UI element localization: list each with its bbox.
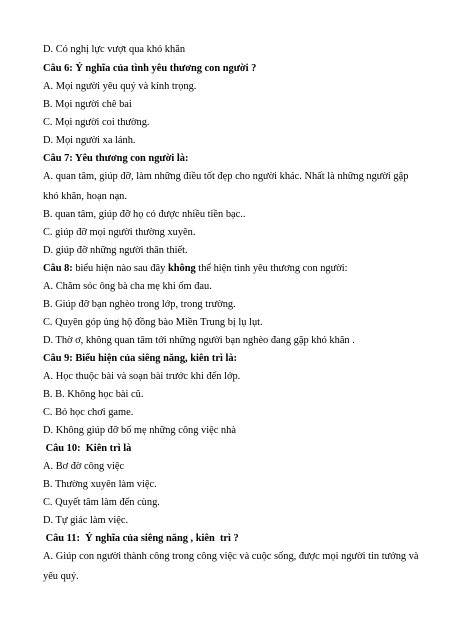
q6-option-c: C. Mọi người coi thường. [43, 117, 150, 128]
q7-option-a: A. quan tâm, giúp đỡ, làm những điều tốt đẹp cho người khác. Nhất là những người gặp khó khăn, hoạn nạn. [43, 171, 409, 202]
q7-heading: Câu 7: Yêu thương con người là: [43, 153, 189, 164]
q11-option-a: A. Giúp con người thành công trong công việc và cuộc sống, được mọi người tin tưởng và yêu quý. [43, 551, 419, 582]
q6-heading: Câu 6: Ý nghĩa của tình yêu thương con người ? [43, 63, 257, 74]
q7-option-c: C. giúp đỡ mọi người thường xuyên. [43, 227, 196, 238]
q6-option-b: B. Mọi người chê bai [43, 99, 132, 110]
q10-option-b: B. Thường xuyên làm việc. [43, 479, 157, 490]
q8-emphasis: không [167, 263, 196, 274]
q8-option-c: C. Quyên góp ủng hộ đồng bào Miền Trung bị lụ lụt. [43, 317, 263, 328]
q10-option-a: A. Bơ đờ công việc [43, 461, 125, 472]
q9-option-d: D. Không giúp đỡ bố mẹ những công việc nhà [43, 425, 236, 436]
q7-option-b: B. quan tâm, giúp đỡ họ có được nhiều tiền bạc.. [43, 209, 246, 220]
q9-option-b: B. B. Không học bài cũ. [43, 389, 144, 400]
q8-option-b: B. Giúp đỡ bạn nghèo trong lớp, trong trường. [43, 299, 236, 310]
q10-option-d: D. Tự giác làm việc. [43, 515, 129, 526]
q9-option-c: C. Bỏ học chơi game. [43, 407, 134, 418]
q10-option-c: C. Quyết tâm làm đến cùng. [43, 497, 160, 508]
q8-option-a: A. Chăm sóc ông bà cha mẹ khi ốm đau. [43, 281, 212, 292]
q9-option-a: A. Học thuộc bài và soạn bài trước khi đến lớp. [43, 371, 241, 382]
q9-heading: Câu 9: Biểu hiện của siêng năng, kiên trì là: [43, 353, 237, 364]
q6-option-d: D. Mọi người xa lánh. [43, 135, 136, 146]
q8-number: Câu 8: [43, 263, 73, 274]
q8-option-d: D. Thờ ơ, không quan tâm tới những người bạn nghèo đang gặp khó khăn . [43, 335, 355, 346]
q7-option-d: D. giúp đỡ những người thân thiết. [43, 245, 188, 256]
q5-option-d: D. Có nghị lực vượt qua khó khăn [43, 44, 186, 55]
q8-text-part1: biểu hiện nào sau đây [72, 263, 168, 274]
q6-option-a: A. Mọi người yêu quý và kính trọng. [43, 81, 197, 92]
q10-heading: Câu 10: Kiên trì là [43, 443, 132, 454]
q8-text-part2: thể hiện tình yêu thương con người: [195, 263, 348, 274]
q8-heading [43, 263, 423, 275]
q11-heading: Câu 11: Ý nghĩa của siêng năng , kiên trì ? [43, 533, 239, 544]
